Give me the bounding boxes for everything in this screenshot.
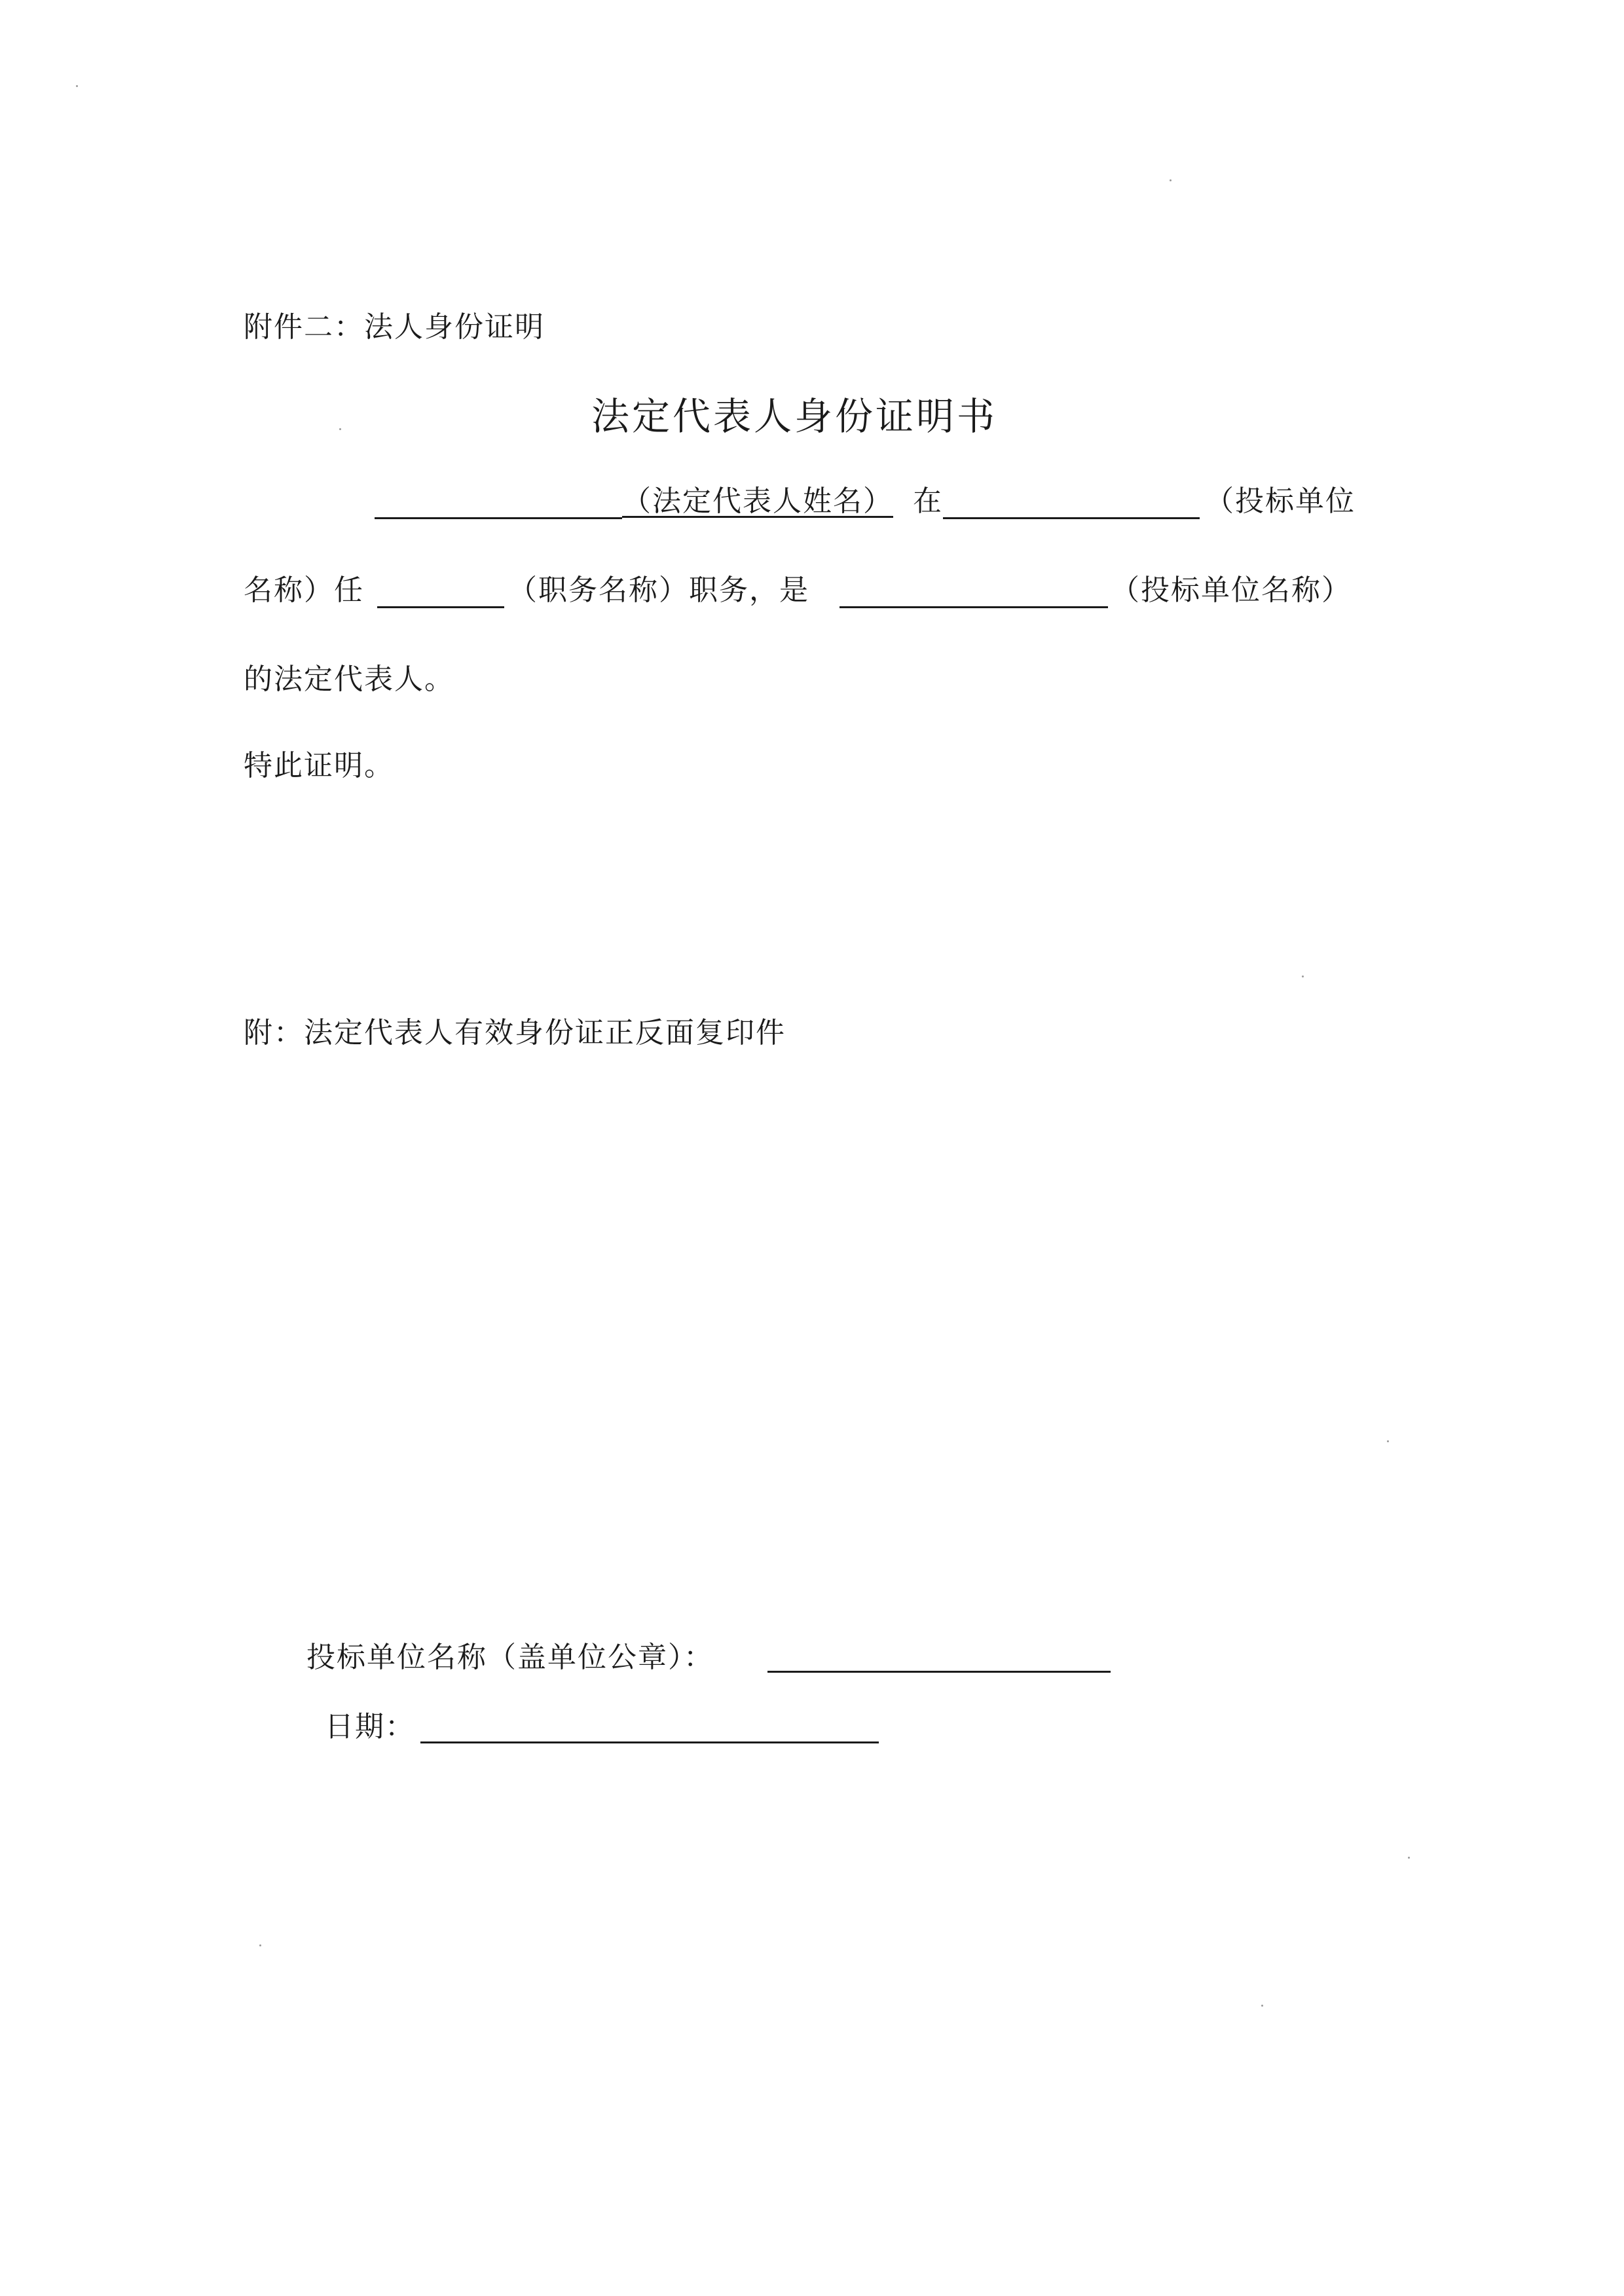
unit-seal-blank[interactable] [767, 1671, 1111, 1673]
scan-speck [259, 1944, 261, 1946]
bidder-unit-hint-full: （投标单位名称） [1111, 574, 1352, 607]
position-blank[interactable] [377, 606, 504, 608]
document-title: 法定代表人身份证明书 [591, 394, 998, 439]
scan-speck [1302, 975, 1304, 977]
scan-speck [1387, 1440, 1389, 1442]
date-label: 日期： [325, 1710, 415, 1743]
attachment-note: 附：法定代表人有效身份证正反面复印件 [244, 1016, 786, 1049]
bidder-unit-hint-b: 名称）任 [244, 574, 364, 607]
position-hint: （职务名称）职务，是 [508, 574, 809, 607]
unit-seal-label: 投标单位名称（盖单位公章）： [306, 1641, 714, 1674]
scan-speck [339, 428, 341, 430]
scan-speck [1408, 1857, 1410, 1859]
scan-speck [1261, 2005, 1263, 2007]
bidder-unit-blank-1[interactable] [943, 517, 1200, 519]
bidder-unit-blank-2[interactable] [840, 606, 1108, 608]
legal-rep-name-hint: （法定代表人姓名） [622, 484, 893, 518]
date-blank[interactable] [420, 1741, 879, 1743]
legal-rep-name-blank[interactable] [375, 517, 622, 519]
scan-speck [1170, 179, 1172, 181]
scan-speck [76, 85, 78, 87]
at-label: 在 [913, 484, 943, 518]
legal-rep-line: 的法定代表人。 [244, 663, 454, 696]
certify-text: 特此证明。 [244, 749, 394, 782]
bidder-unit-hint-a: （投标单位 [1205, 484, 1356, 518]
attachment-heading: 附件二：法人身份证明 [244, 310, 545, 344]
